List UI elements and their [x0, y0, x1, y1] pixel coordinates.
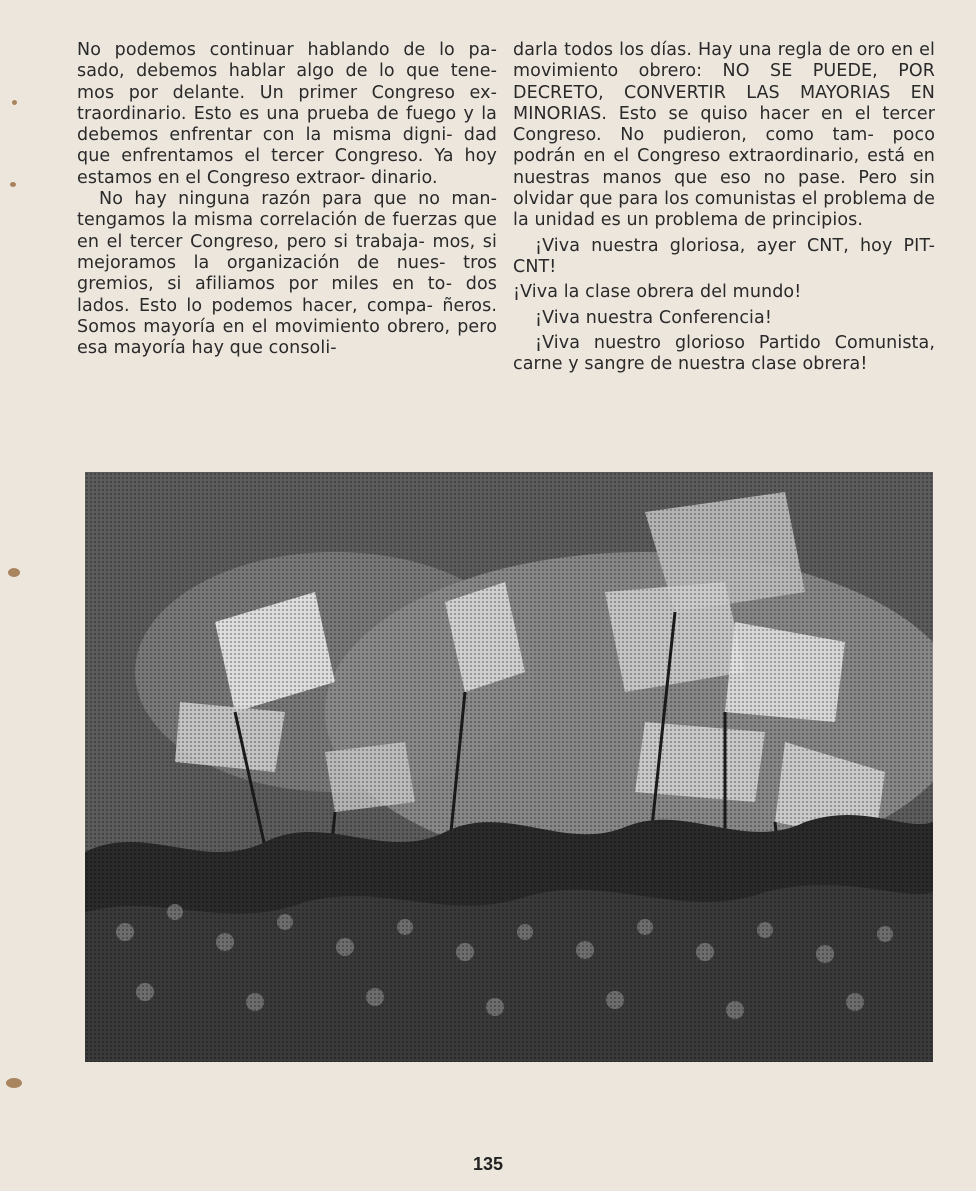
slogan-1: ¡Viva nuestra gloriosa, ayer CNT, hoy PIT-CNT!	[513, 235, 935, 277]
paper-stain	[8, 568, 20, 577]
page-number: 135	[472, 1154, 504, 1174]
slogan-2: ¡Viva la clase obrera del mundo!	[513, 282, 802, 303]
text-column-right	[513, 40, 935, 375]
crowd-with-flags-photo	[85, 472, 933, 1062]
paragraph-2: No hay ninguna razón para que no man- tengamos la misma correlación de fuerzas que en el tercer Congreso, pero si trabaja- mos, si mejoramos la organización de nues- tros gremios, si afiliamos por miles en to- dos lados. Esto lo podemos hacer, compa- ñeros. Somos mayoría en el movimiento obrero, pero esa mayoría hay que consoli-	[77, 189, 497, 359]
paper-stain	[12, 100, 17, 105]
paper-stain	[6, 1078, 22, 1088]
slogan-4: ¡Viva nuestro glorioso Partido Comunista, carne y sangre de nuestra clase obrera!	[513, 332, 935, 375]
slogan-3: ¡Viva nuestra Conferencia!	[535, 307, 772, 328]
paragraph-3: darla todos los días. Hay una regla de oro en el movimiento obrero: NO SE PUEDE, POR DECRETO, CONVERTIR LAS MAYORIAS EN MINORIAS. Esto se quiso hacer en el tercer Congreso. No pudieron, como tam- poco podrán en el Congreso extraordinario, está en nuestras manos que eso no pase. Pero sin olvidar que para los comunistas el problema de la unidad es un problema de principios.	[513, 40, 935, 231]
crowd-photo-illustration	[85, 472, 933, 1062]
text-column-left	[77, 40, 497, 359]
paragraph-1: No podemos continuar hablando de lo pa- sado, debemos hablar algo de lo que tene- mos por delante. Un primer Congreso ex- traordinario. Esto es una prueba de fuego y la debemos enfrentar con la misma digni- dad que enfrentamos el tercer Congreso. Ya hoy estamos en el Congreso extraor- dinario.	[77, 40, 497, 188]
paper-stain	[10, 182, 16, 187]
